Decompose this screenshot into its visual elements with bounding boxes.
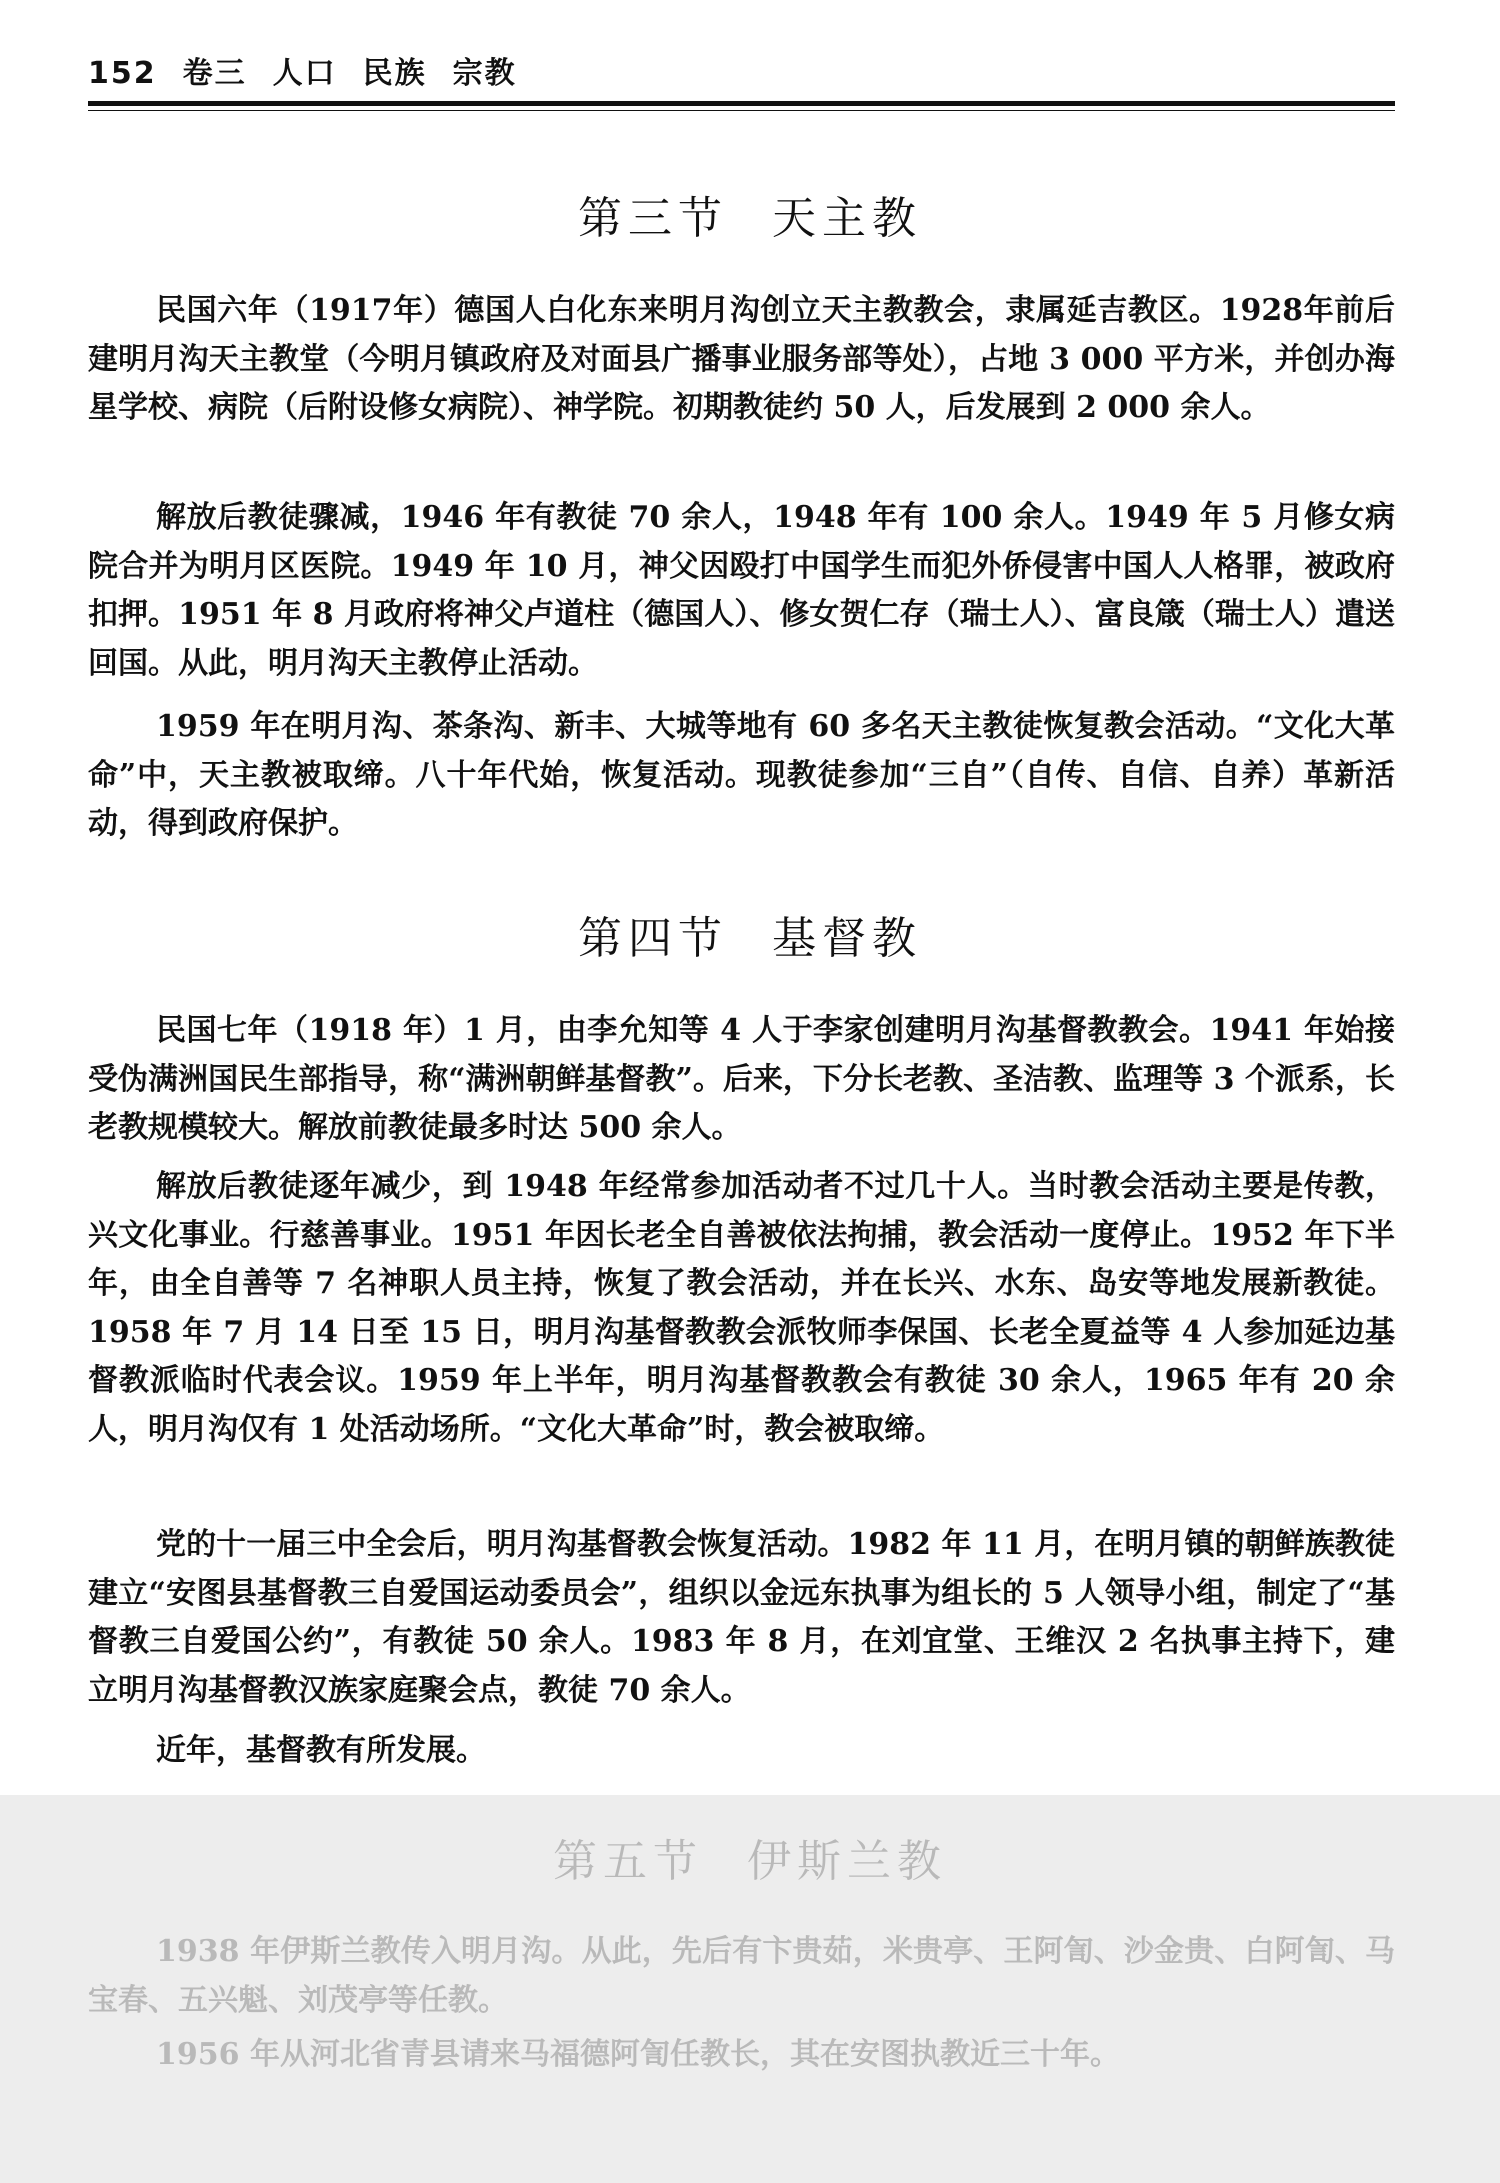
volume-label: 卷三 — [182, 56, 247, 91]
page-number: 152 — [88, 56, 157, 91]
topic-population: 人口 — [272, 56, 337, 91]
paragraph: 民国六年（1917年）德国人白化东来明月沟创立天主教教会，隶属延吉教区。1928年前后建明月沟天主教堂（今明月镇政府及对面县广播事业服务部等处），占地 3 000 平方米，并创办海星学校、病院（后附设修女病院）、神学院。初期教徒约 50 人，后发展到 2 000 余人。 — [88, 293, 1395, 425]
section-number: 第四节 — [578, 913, 728, 964]
paragraph: 党的十一届三中全会后，明月沟基督教会恢复活动。1982 年 11 月，在明月镇的朝鲜族教徒建立“安图县基督教三自爱国运动委员会”，组织以金远东执事为组长的 5 人领导小组，制定了“基督教三自爱国公约”，有教徒 50 余人。1983 年 8 月，在刘宜堂、王维汉 2 名执事主持下，建立明月沟基督教汉族家庭聚会点，教徒 70 余人。 — [88, 1527, 1395, 1708]
paragraph: 解放后教徒骤减，1946 年有教徒 70 余人，1948 年有 100 余人。1949 年 5 月修女病院合并为明月区医院。1949 年 10 月，神父因殴打中国学生而犯外侨侵害中国人人格罪，被政府扣押。1951 年 8 月政府将神父卢道柱（德国人）、修女贺仁存（瑞士人）、富良箴（瑞士人）遣送回国。从此，明月沟天主教停止活动。 — [88, 500, 1395, 681]
topic-ethnicity: 民族 — [362, 56, 427, 91]
section-name: 基督教 — [772, 913, 922, 964]
section-title-christianity — [0, 902, 1500, 966]
header-rule-thick — [88, 101, 1395, 106]
paragraph: 1959 年在明月沟、茶条沟、新丰、大城等地有 60 多名天主教徒恢复教会活动。“文化大革命”中，天主教被取缔。八十年代始，恢复活动。现教徒参加“三自”（自传、自信、自养）革新活动，得到政府保护。 — [88, 709, 1395, 841]
section-name: 天主教 — [772, 193, 922, 244]
paragraph: 1938 年伊斯兰教传入明月沟。从此，先后有卞贵茹，米贵亭、王阿訇、沙金贵、白阿訇、马宝春、五兴魁、刘茂亭等任教。 — [88, 1934, 1395, 2018]
section-number: 第三节 — [578, 193, 728, 244]
section-title-islam — [0, 1825, 1500, 1889]
section-name: 伊斯兰教 — [747, 1836, 947, 1887]
header-rule-thin — [88, 110, 1395, 111]
topic-religion: 宗教 — [452, 56, 517, 91]
paragraph: 解放后教徒逐年减少，到 1948 年经常参加活动者不过几十人。当时教会活动主要是传教，兴文化事业。行慈善事业。1951 年因长老全自善被依法拘捕，教会活动一度停止。1952 年下半年，由全自善等 7 名神职人员主持，恢复了教会活动，并在长兴、水东、岛安等地发展新教徒。1958 年 7 月 14 日至 15 日，明月沟基督教教会派牧师李保国、长老全夏益等 4 人参加延边基督教派临时代表会议。1959 年上半年，明月沟基督教教会有教徒 30 余人，1965 年有 20 余人，明月沟仅有 1 处活动场所。“文化大革命”时，教会被取缔。 — [88, 1169, 1395, 1447]
running-header — [88, 48, 543, 92]
paragraph: 民国七年（1918 年）1 月，由李允知等 4 人于李家创建明月沟基督教教会。1941 年始接受伪满洲国民生部指导，称“满洲朝鲜基督教”。后来，下分长老教、圣洁教、监理等 3 个派系，长老教规模较大。解放前教徒最多时达 500 余人。 — [88, 1013, 1395, 1145]
paragraph: 近年，基督教有所发展。 — [156, 1733, 486, 1768]
paragraph: 1956 年从河北省青县请来马福德阿訇任教长，其在安图执教近三十年。 — [156, 2037, 1120, 2072]
section-title-catholicism — [0, 182, 1500, 246]
section-number: 第五节 — [553, 1836, 703, 1887]
